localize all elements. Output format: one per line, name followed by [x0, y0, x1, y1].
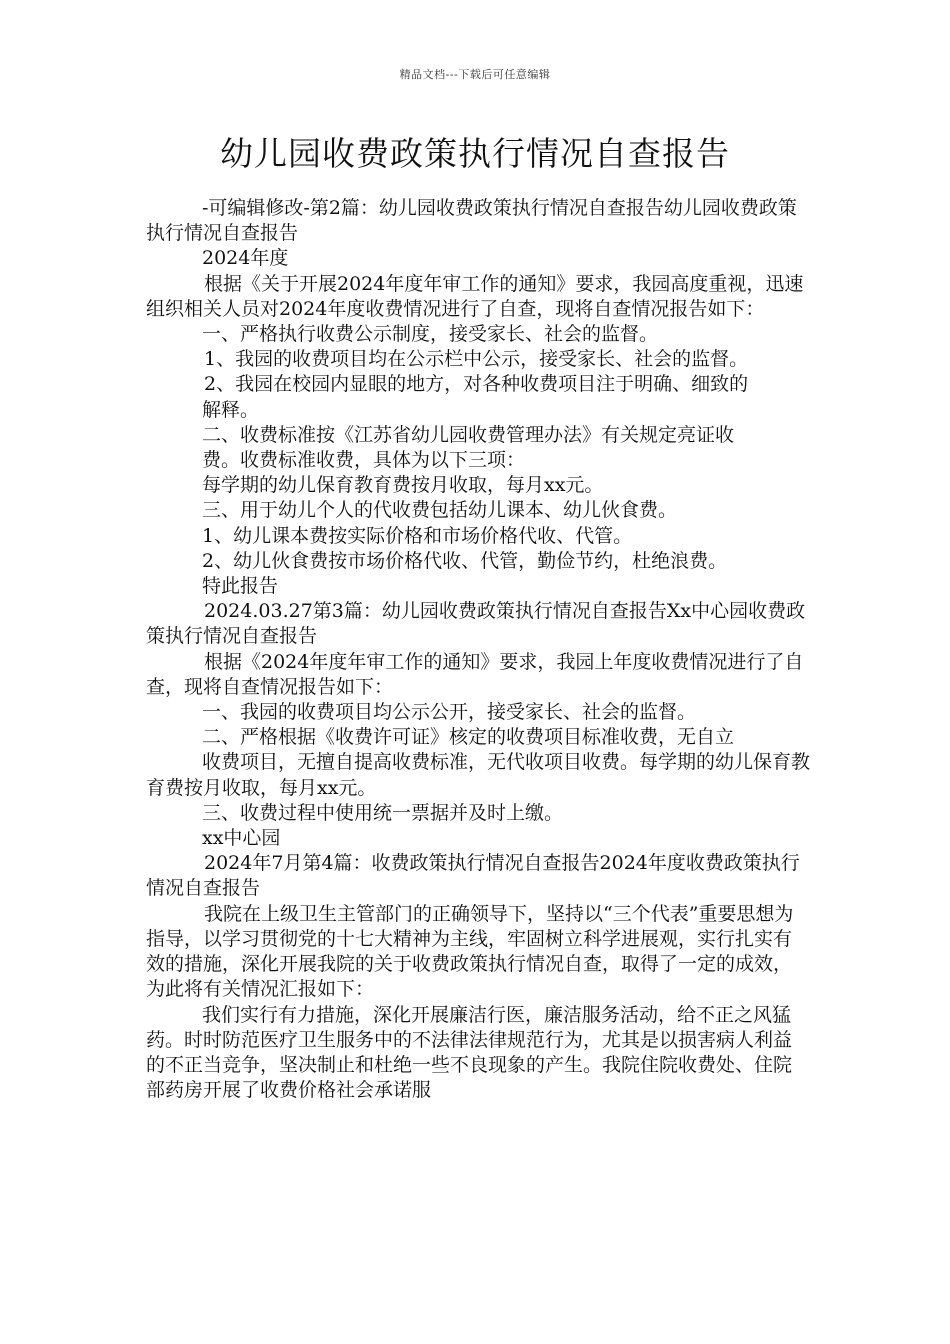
paragraph: 根据《关于开展2024年度年审工作的通知》要求，我园高度重视，迅速组织相关人员对2024年度收费情况进行了自查，现将自查情况报告如下： [146, 272, 804, 320]
paragraph: 二、严格根据《收费许可证》核定的收费项目标准收费，无自立 [202, 726, 735, 749]
paragraph: 2、我园在校园内显眼的地方，对各种收费项目注于明确、细致的 [204, 373, 749, 396]
paragraph: 一、我园的收费项目均公示公开，接受家长、社会的监督。 [202, 701, 697, 724]
paragraph: 三、用于幼儿个人的代收费包括幼儿课本、幼儿伙食费。 [202, 499, 678, 522]
document-title: 幼儿园收费政策执行情况自查报告 [220, 134, 730, 173]
paragraph: 1、幼儿课本费按实际价格和市场价格代收、代管。 [202, 524, 633, 547]
paragraph: 二、收费标准按《江苏省幼儿园收费管理办法》有关规定亮证收 [202, 423, 735, 446]
paragraph: 解释。 [202, 398, 260, 421]
paragraph: 2024年7月第4篇：收费政策执行情况自查报告2024年度收费政策执行情况自查报告 [146, 852, 800, 900]
paragraph: 根据《2024年度年审工作的通知》要求，我园上年度收费情况进行了自查，现将自查情况报告如下： [146, 650, 804, 698]
paragraph: 我们实行有力措施，深化开展廉洁行医，廉洁服务活动，给不正之风猛药。时时防范医疗卫生服务中的不法律法律规范行为，尤其是以损害病人利益的不正当竞争，坚决制止和杜绝一些不良现象的产生。我院住院收费处、住院部药房开展了收费价格社会承诺服 [146, 1003, 793, 1102]
paragraph: 特此报告 [202, 575, 279, 598]
document-body [146, 196, 810, 1103]
paragraph: 收费项目，无擅自提高收费标准，无代收项目收费。每学期的幼儿保育教育费按月收取，每月xx元。 [146, 751, 811, 799]
paragraph: 费。收费标准收费，具体为以下三项： [202, 449, 526, 472]
paragraph: 2024年度 [202, 247, 289, 270]
paragraph: 2、幼儿伙食费按市场价格代收、代管，勤俭节约，杜绝浪费。 [202, 549, 728, 572]
paragraph: -可编辑修改-第2篇：幼儿园收费政策执行情况自查报告幼儿园收费政策执行情况自查报告 [146, 197, 797, 245]
page-header-note: 精品文档---下载后可任意编辑 [399, 68, 551, 81]
paragraph: 2024.03.27第3篇：幼儿园收费政策执行情况自查报告Xx中心园收费政策执行情况自查报告 [146, 600, 806, 648]
paragraph: 三、收费过程中使用统一票据并及时上缴。 [202, 801, 564, 824]
paragraph: 我院在上级卫生主管部门的正确领导下，坚持以“三个代表”重要思想为指导，以学习贯彻党的十七大精神为主线，牢固树立科学进展观，实行扎实有效的措施，深化开展我院的关于收费政策执行情况自查，取得了一定的成效，为此将有关情况汇报如下： [146, 902, 794, 1001]
paragraph: 1、我园的收费项目均在公示栏中公示，接受家长、社会的监督。 [204, 348, 749, 371]
paragraph: 一、严格执行收费公示制度，接受家长、社会的监督。 [202, 323, 659, 346]
paragraph: 每学期的幼儿保育教育费按月收取，每月xx元。 [202, 474, 604, 497]
paragraph: xx中心园 [202, 827, 281, 850]
